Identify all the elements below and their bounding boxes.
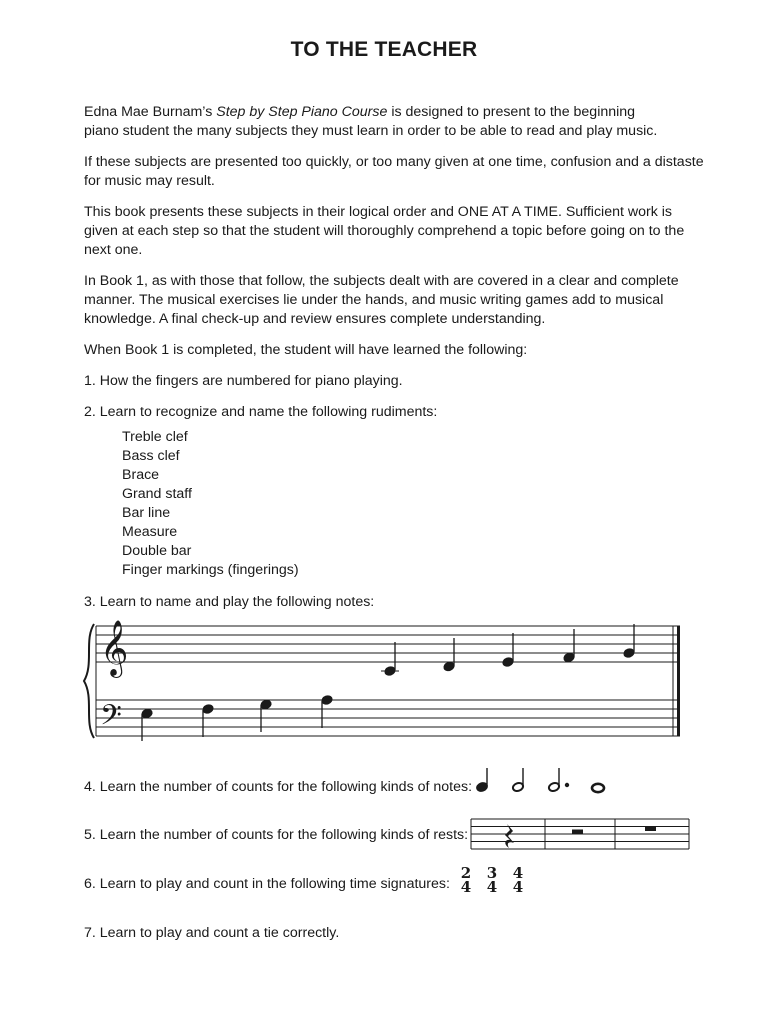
time-signature-bottom: 4: [512, 878, 524, 896]
intro-line1-rest: is designed to present to the beginning: [387, 104, 636, 120]
treble-clef-icon: 𝄞: [100, 620, 129, 676]
paragraph-confusion: [84, 153, 714, 191]
half-note-icon: [512, 768, 524, 792]
list-item-6: 6. Learn to play and count in the following time signatures:: [84, 876, 450, 892]
list-item-4: 4. Learn the number of counts for the following kinds of notes:: [84, 779, 473, 795]
rudiment-item: Measure: [122, 524, 178, 540]
time-signature-bottom: 4: [460, 878, 472, 896]
grand-staff: [88, 620, 688, 745]
intro-paragraph: [84, 103, 714, 141]
paragraph-line: If these subjects are presented too quickly, or too many given at one time, confusion and a distaste: [84, 154, 704, 170]
rudiment-item: Brace: [122, 467, 160, 483]
time-signature-top: 2: [460, 864, 472, 882]
list-item-3: 3. Learn to name and play the following notes:: [84, 594, 375, 610]
bass-clef-icon: 𝄢: [100, 699, 122, 739]
intro-line2: piano student the many subjects they must learn in order to be able to read and play music.: [84, 123, 658, 139]
paragraph-line: next one.: [84, 242, 143, 258]
paragraph-line: for music may result.: [84, 173, 215, 189]
course-title: Step by Step Piano Course: [216, 104, 388, 120]
paragraph-line: When Book 1 is completed, the student will have learned the following:: [84, 342, 528, 358]
list-item-5: 5. Learn the number of counts for the following kinds of rests:: [84, 827, 469, 843]
rest-staff: [469, 816, 691, 854]
half-rest-icon: [572, 830, 583, 835]
paragraph-line: given at each step so that the student will thoroughly comprehend a topic before going on to the: [84, 223, 685, 239]
rudiment-item: Grand staff: [122, 486, 192, 502]
note-values: [472, 766, 612, 796]
whole-note-icon: [592, 784, 604, 792]
paragraph-line: manner. The musical exercises lie under the hands, and music writing games add to musical: [84, 292, 664, 308]
list-item-2: 2. Learn to recognize and name the following rudiments:: [84, 404, 438, 420]
time-signature-2-4: [459, 866, 473, 894]
rudiment-item: Bass clef: [122, 448, 180, 464]
rudiment-item: Bar line: [122, 505, 171, 521]
paragraph-line: This book presents these subjects in their logical order and ONE AT A TIME. Sufficient work is: [84, 204, 673, 220]
dotted-half-note-icon: [548, 768, 569, 792]
paragraph-completed: [84, 341, 714, 360]
time-signature-top: 3: [486, 864, 498, 882]
paragraph-line: knowledge. A final check-up and review ensures complete understanding.: [84, 311, 546, 327]
list-item-1: 1. How the fingers are numbered for piano playing.: [84, 373, 403, 389]
time-signatures: [459, 866, 539, 898]
paragraph-line: In Book 1, as with those that follow, the subjects dealt with are covered in a clear and complete: [84, 273, 679, 289]
time-signature-bottom: 4: [486, 878, 498, 896]
author-text: Edna Mae Burnam’s: [84, 104, 217, 120]
list-item-7: 7. Learn to play and count a tie correctly.: [84, 925, 340, 941]
page-title: TO THE TEACHER: [290, 38, 478, 61]
brace-icon: [84, 624, 94, 738]
quarter-note-icon: [475, 768, 488, 793]
whole-rest-icon: [645, 827, 656, 832]
quarter-rest-icon: [505, 824, 514, 848]
time-signature-3-4: [485, 866, 499, 894]
paragraph-book1: [84, 272, 714, 329]
time-signature-top: 4: [512, 864, 524, 882]
paragraph-logical-order: [84, 203, 714, 260]
rudiment-item: Finger markings (fingerings): [122, 562, 299, 578]
time-signature-4-4: [511, 866, 525, 894]
rudiment-item: Treble clef: [122, 429, 188, 445]
rudiment-item: Double bar: [122, 543, 192, 559]
